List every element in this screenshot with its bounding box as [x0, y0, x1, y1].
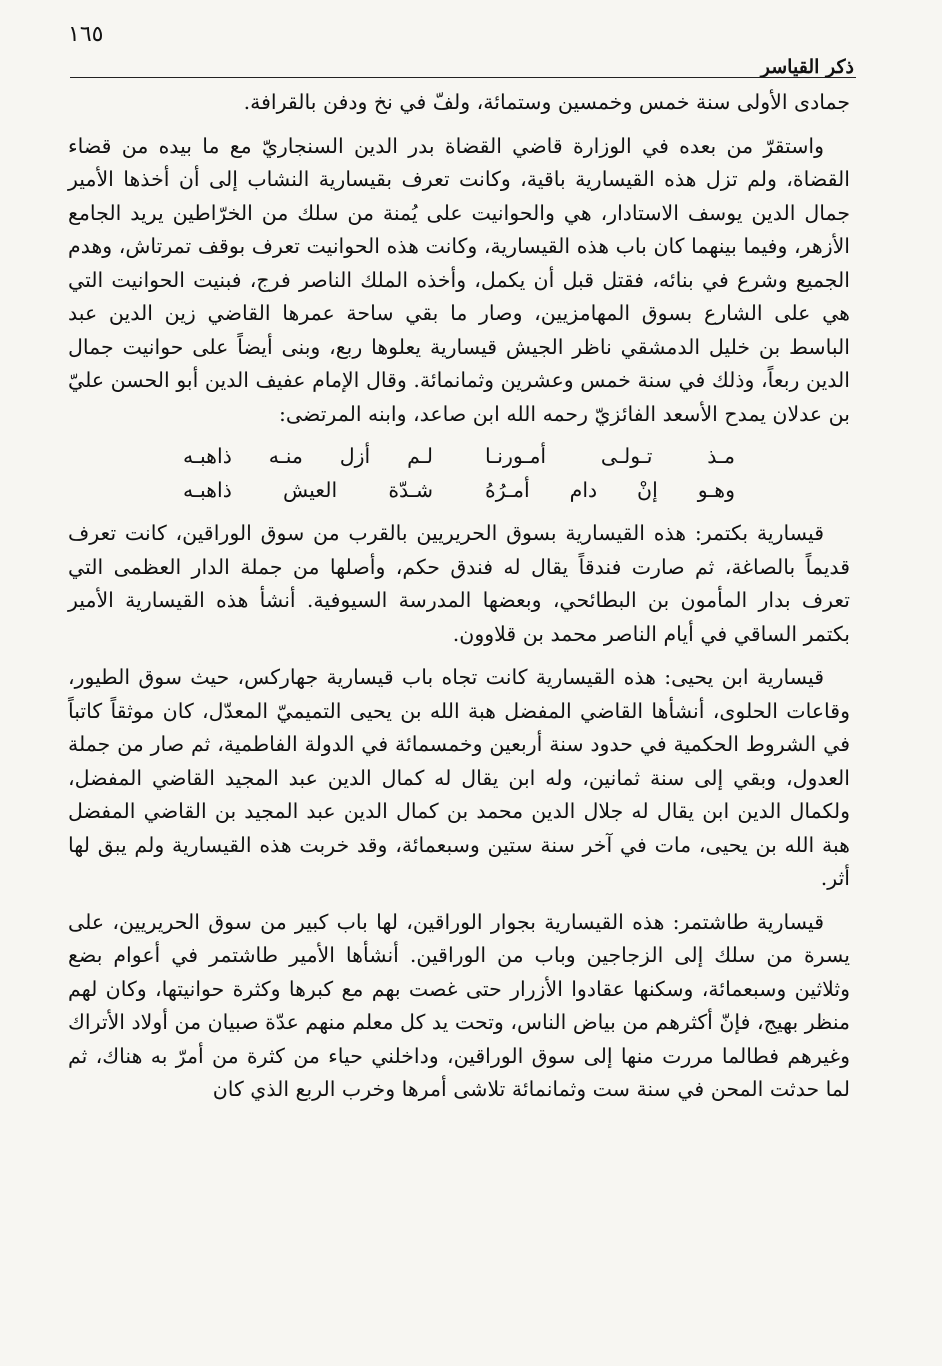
paragraph-continuation: جمادى الأولى سنة خمس وخمسين وستمائة، ولفّ في نخ ودفن بالقرافة. [243, 90, 850, 114]
verse-second-hemistich: لـم أزل منـه ذاهبـه [183, 444, 433, 468]
poem [68, 439, 850, 507]
verse-line [68, 439, 850, 473]
verse-second-hemistich: شـدّة العيش ذاهبـه [183, 478, 433, 502]
paragraph-wazara: واستقرّ من بعده في الوزارة قاضي القضاة بدر الدين السنجاريّ مع ما بيده من قضاء القضاة، ولم تزل هذه القيسارية باقية، وكانت تعرف بقيسارية النشاب إلى أن أخذها الأمير جمال الدين يوسف الاستادار، هي والحوانيت على يُمنة من سلك من الخرّاطين يريد الجامع الأزهر، وفيما بينهما كان باب هذه القيسارية، وكانت هذه الحوانيت تعرف بوقف تمرتاش، وهدم الجميع وشرع في بنائه، فقتل قبل أن يكمل، وأخذه الملك الناصر فرج، فبنيت الحوانيت التي هي على الشارع بسوق المهامزيين، وصار ما بقي ساحة عمرها القاضي زين الدين عبد الباسط بن خليل الدمشقي ناظر الجيش قيسارية يعلوها ربع، وبنى أيضاً على حوانيت جمال الدين ربعاً، وذلك في سنة خمس وعشرين وثمانمائة. وقال الإمام عفيف الدين أبو الحسن عليّ بن عدلان يمدح الأسعد الفائزيّ رحمه الله ابن صاعد، وابنه المرتضى: [68, 133, 850, 426]
body-text [68, 86, 850, 1107]
paragraph-bektemir: قيسارية بكتمر: هذه القيسارية بسوق الحريريين بالقرب من سوق الوراقين، كانت تعرف قديماً بالصاغة، ثم صارت فندقاً يقال له فندق حكم، وأصلها من جملة الدار العظمى التي تعرف بدار المأمون بن البطائحي، وبعضها المدرسة السيوفية. أنشأ هذه القيسارية الأمير بكتمر الساقي في أيام الناصر محمد بن قلاوون. [68, 521, 850, 646]
page-number: ١٦٥ [68, 22, 104, 47]
header-rule [70, 77, 856, 78]
verse-first-hemistich: وهـو إنْ دام أمـرُهُ [485, 478, 735, 502]
running-head: ذكر القياسر [760, 56, 854, 78]
paragraph-ibn-yahya: قيسارية ابن يحيى: هذه القيسارية كانت تجاه باب قيسارية جهاركس، حيث سوق الطيور، وقاعات الحلوى، أنشأها القاضي المفضل هبة الله بن يحيى التميميّ المعدّل، كان موثقاً كاتباً في الشروط الحكمية في حدود سنة أربعين وخمسمائة في الدولة الفاطمية، ثم صار من جملة العدول، وبقي إلى سنة ثمانين، وله ابن يقال له كمال الدين عبد المجيد القاضي المفضل، ولكمال الدين ابن يقال له جلال الدين محمد بن كمال الدين عبد المجيد بن القاضي المفضل هبة الله بن يحيى، مات في آخر سنة ستين وسبعمائة، وقد خربت هذه القيسارية ولم يبق لها أثر. [68, 665, 850, 890]
verse-line [68, 473, 850, 507]
paragraph-tashtemir: قيسارية طاشتمر: هذه القيسارية بجوار الوراقين، لها باب كبير من سوق الحريريين، على يسرة من سلك إلى الزجاجين وباب من الوراقين. أنشأها الأمير طاشتمر في أعوام بضع وثلاثين وسبعمائة، وسكنها عقادوا الأزرار حتى غصت بهم مع كبرها وكثرة حوانيتها، وكان لهم منظر بهيج، فإنّ أكثرهم من بياض الناس، وتحت يد كل معلم منهم عدّة صبيان من أولاد الأتراك وغيرهم فطالما مررت منها إلى سوق الوراقين، وداخلني حياء من كثرة من أمرّ به هناك، ثم لما حدثت المحن في سنة ست وثمانمائة تلاشى أمرها وخرب الربع الذي كان [68, 909, 850, 1101]
verse-first-hemistich: مـذ تـولـى أمـورنـا [485, 444, 735, 468]
